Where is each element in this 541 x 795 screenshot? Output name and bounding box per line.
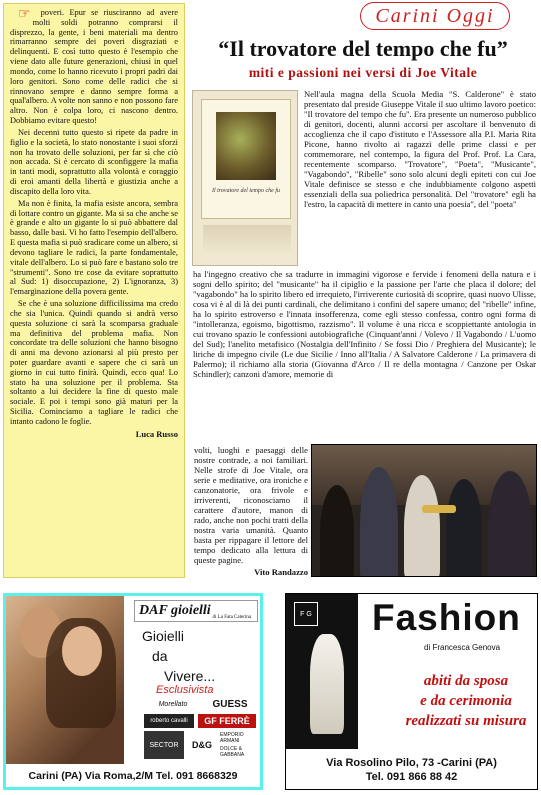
woman-face xyxy=(62,626,102,676)
fashion-logo: F G xyxy=(294,602,318,626)
editorial-paragraph: Ma non è finita, la mafia esiste ancora, sembra di lottare contro un gigante. Ma si sa che anche se è grande e alto un gigante lo si può abbattere dal basso, dalle basi. Vi ho fatto l'esempio dell'albero. E questa mafia si può sradicare come un albero, si devono tagliare le radici, la parte fondamentale, vitale dell'albero. Lo si può fare e bastano solo tre "strumenti". Sono tre cose da evitare soprattutto al Sud: 1) disoccupazione, 2) L'ignoranza, 3) l'emarginazione della povera gente. xyxy=(10,198,178,297)
tagline-line: abiti da sposa xyxy=(423,673,509,689)
brand-logo: GUESS xyxy=(212,698,248,710)
fashion-title: Fashion xyxy=(372,597,521,638)
jewelry-slogan xyxy=(142,626,215,686)
brand-logo: EMPORIO ARMANI xyxy=(220,732,244,744)
fashion-advertisement[interactable] xyxy=(285,593,538,790)
article-paragraph: Nell'aula magna della Scuola Media "S. Calderone" è stato presentato dal preside Giuseppe Vitale il suo ultimo lavoro poetico: "Il trovatore del tempo che fu". Era presente un numeroso pubblico di genitori, docenti, alunni accorsi per ascoltare il benvenuto di accoglienza che il capo d'istituto e l'Assessore alla P.I. Maria Rita Picone, hanno rivolto ai ragazzi delle prime classi e per commemorare, nel contempo, la figura del Prof. Prof. La Cara, recentemente scomparso. "Trovatore", "Poeta", "Musicante", "Vagabondo", "Ribelle" sono solo alcuni degli epiteti con cui Joe Vitale definisce se stesso e che indubbiamente colgono aspetti essenziali della sua poliedrica personalità. Del "trovatore" egli ha l'estro, la capacità di mettere in canto una poesia", del "poeta" xyxy=(304,89,536,209)
person-figure xyxy=(360,467,398,577)
person-figure xyxy=(488,471,532,577)
editorial-paragraph: Se che è una soluzione difficilissima ma credo che sia l'unica. Quindi quando si andrà verso questa soluzione ci sarà la scomparsa graduale ma definitiva del problema mafia. Non concordate tra delle soluzioni che hanno bisogno di anni ma devono azionarsi al più presto per poter guardare avanti e sapere che ci sarà un giorno in cui tutto finirà. Quindi, ecco qua! Lo stato ha una soluzione per il problema. Sta soltanto a lui decidere la fine di questo male sociale. E poi i tempi sono già maturi per la Sicilia. Cominciamo a tagliare le radici che intanto cadono le foglie. xyxy=(10,299,178,426)
fashion-contact xyxy=(286,756,537,784)
person-figure xyxy=(320,485,354,577)
person-figure xyxy=(404,475,440,577)
fashion-subtitle: di Francesca Genova xyxy=(424,643,501,652)
exclusive-label: Esclusivista xyxy=(156,684,214,696)
jewelry-advertisement[interactable] xyxy=(3,593,263,790)
slogan-line: da xyxy=(152,648,168,664)
person-figure xyxy=(446,479,482,577)
wedding-dress xyxy=(310,634,344,734)
bride-photo xyxy=(286,594,358,749)
article-text-top xyxy=(304,90,536,210)
fashion-phone: Tel. 091 866 88 42 xyxy=(365,771,458,783)
article-text-middle xyxy=(193,270,536,380)
tagline-line: realizzati su misura xyxy=(405,713,527,729)
pointing-hand-icon: ☞ xyxy=(18,6,31,22)
article-headline: “Il trovatore del tempo che fu” xyxy=(218,36,508,61)
book-cover-image xyxy=(192,90,298,266)
article-paragraph: ha l'ingegno creativo che sa tradurre in immagini vigorose e fervide i fenomeni della natura e i sogni dello spirito; del "musicante" ha il cipiglio e la passione per l'arte che placa il dolore; del "vagabondo" ha lo spirito libero ed irrequieto, l'irriverente curiosità di scoprire, quasi nuovo Ulisse, cosa vi è al di là dei punti cardinali, che delimitano i confini del sapere umano; del "ribelle" infine, ha lo spirito estroverso e l'innata insofferenza, come egli stesso confessa, contro ogni forma di "intolleranza, egoismo, bigottismo, razzismo". Il volume è una ricca e scoppiettante antologia in cui trovano spazio le confessioni autobiografiche (Cinquant'anni / Volevo / Il Vagabondo / L'uomo del Sud); l'anelito metafisico (Nostalgia dell'Infinito / Se fossi Dio / Preghiera del Musicante); le liriche di impegno civile (Le due Sicilie / Inno all'Italia / A Salvatore Calderone / La primavera di Palermo); il richiamo alla storia (Giovanna d'Arco / Il re della montagna / Canzone per Oskar Schindler); canzoni d'amore, memorie di xyxy=(193,269,536,379)
article-text-bottom xyxy=(194,446,308,578)
brand-name: DAF gioielli xyxy=(139,603,211,618)
article-subheadline: miti e passioni nei versi di Joe Vitale xyxy=(248,65,478,80)
brand-logo: Morellato xyxy=(158,700,188,708)
article-paragraph: volti, luoghi e paesaggi delle nostre contrade, a noi familiari. Nelle strofe di Joe Vitale, ora serie e meditative, ora ironiche e canzonatorie, ora frivole e irriverenti, riconosciamo il carattere d'autore, manon di rado, anche non pochi tratti della nostra varia umanità. Quanto basta per rippagare il lettore del tempo dedicato alla lettura di queste pagine. xyxy=(194,445,308,565)
editorial-paragraph: ☞ poveri. Epur se riusciranno ad avere molti soldi potranno comprarsi il disprezzo, la gente, i beni materiali ma dentro rimarranno sempre dei poveri disgraziati e delinquenti. E così tutto questo è l'esempio che viene dato alle future generazioni, chiusi in quel mondo, come lo hanno ricevuto i propri padri dai loro genitori. Sono come delle radici che si rinnovano sempre e danno sempre forma a qual'albero. A volte non sanno e non possono fare altro. Non è colpa loro, ci nascono dentro. Dobbiamo evitare questo! xyxy=(10,6,178,126)
slogan-line: Vivere... xyxy=(164,668,216,684)
event-photo xyxy=(311,444,537,577)
brand-logo: roberto cavalli xyxy=(144,714,194,728)
slogan-line: Gioielli xyxy=(142,628,185,644)
brand-logo: D&G xyxy=(192,740,212,750)
brand-logo: GF FERRÈ xyxy=(198,714,256,728)
brand-subtitle: di La Fata Caterina xyxy=(212,615,251,620)
brand-logo: SECTOR xyxy=(144,731,184,759)
masthead-logo: Carini Oggi xyxy=(360,2,510,30)
fashion-tagline xyxy=(396,671,536,731)
cover-painting xyxy=(216,112,276,180)
book-shadow xyxy=(203,225,291,255)
jewelry-brand-logo xyxy=(134,600,258,622)
trumpet xyxy=(422,505,456,513)
jewelry-address: Carini (PA) Via Roma,2/M Tel. 091 8668329 xyxy=(28,770,238,782)
book-cover-title: Il trovatore del tempo che fu xyxy=(211,188,281,194)
fashion-address: Via Rosolino Pilo, 73 -Carini (PA) xyxy=(326,757,497,769)
editorial-column xyxy=(3,3,185,578)
editorial-signature: Luca Russo xyxy=(135,428,178,439)
book-cover xyxy=(201,99,291,219)
article-signature: Vito Randazzo xyxy=(254,566,308,577)
brand-logo: DOLCE & GABBANA xyxy=(220,746,245,758)
editorial-paragraph: Nei decenni tutto questo si ripete da padre in figlio e la società, lo stato nonostante i suoi sforzi non ha trovato delle soluzioni, per far sì che ciò non accada. Si è cercato di sconfiggere la mafia in tanti modi, soprattutto alla volontà e coraggio di eroi amanti della libertà e giustizia anche a discapito della loro vita. xyxy=(10,127,178,196)
couple-photo xyxy=(6,596,124,764)
tagline-line: e da cerimonia xyxy=(420,693,512,709)
